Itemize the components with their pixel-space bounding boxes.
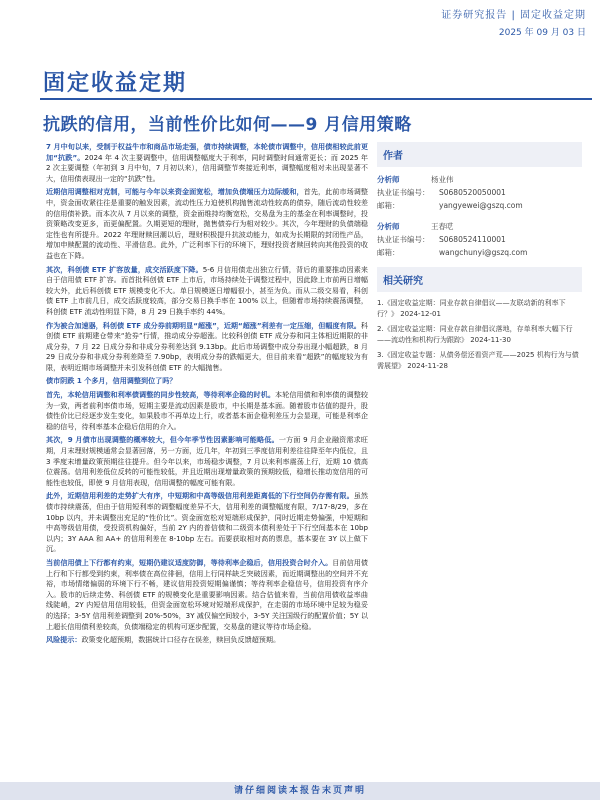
- paragraph-text: 科创债 ETF 前期建仓带来“抢券”行情，推动成分券超涨。比较科创债 ETF 成分券和同主体相近期限的非成分券，7 月 22 日成分券和非成分券利差达到 9.13bp。此后市场调整中成分券出现小幅超跌，8 月 29 日成分券和非成分券利差降至 7.90bp，表明成分券的跌幅更大，但目前来看“超跌”的幅度较为有限，表明近期市场调整并未引发科创债 ETF 的大幅抛售。: [46, 320, 368, 372]
- paragraph-lead: 其次，科创债 ETF 扩容放量，成交活跃度下降。: [46, 264, 203, 274]
- author-name: 杨业伟: [431, 175, 454, 184]
- author-name: 王春呓: [431, 222, 454, 231]
- author-email[interactable]: wangchunyi@gszq.com: [439, 248, 528, 257]
- author-email[interactable]: yangyewei@gszq.com: [439, 201, 523, 210]
- paragraph-lead: 债市阴跌 1 个多月，信用调整到位了吗？: [46, 376, 177, 386]
- paragraph-lead: 7 月中旬以来，受制于权益牛市和商品市场走强，债市持续调整，本轮债市调整中，信用债相较此前更加“抗跌”。: [46, 142, 368, 162]
- paragraph: [46, 142, 368, 184]
- paragraph-text: 一方面 9 月企业融资需求旺期，月末理财规模通常会显著回落，另一方面，近几年，年初到三季度信用利差往往降至年内低位，且 3 季度末增量政策预期往往提升。但今年以来，市场稳步调整，7 月以来利率震荡上行，近期 10 债高位震荡。信用利差低位反转的可能性较低，并且近期出现增量政策的预期较低，稳增长推动宽信用的可能性也较低，即使 9 月信用表现，信用调整的幅度可能有限。: [46, 435, 368, 487]
- paragraph: [46, 390, 368, 432]
- paragraph: [46, 265, 368, 318]
- author-email-row: [377, 199, 582, 212]
- title-divider: [40, 98, 592, 100]
- paragraph-lead: 此外，近期信用利差的走势扩大有序，中短期和中高等级信用利差距离低的下行空间仍存需有限。: [46, 491, 354, 501]
- author-cert: S0680524110001: [439, 235, 506, 244]
- cert-label: 执业证书编号：: [377, 235, 430, 244]
- author-email-row: [377, 246, 582, 259]
- report-date: 2025 年 09 月 03 日: [498, 28, 586, 38]
- paragraph-lead: 近期信用调整相对克制，可能与今年以来资金面宽松，增加负债端压力边际缓和，: [46, 187, 304, 197]
- page-title: 固定收益定期: [43, 71, 188, 96]
- report-subtitle: 抗跌的信用，当前性价比如何——9 月信用策略: [43, 115, 412, 135]
- related-report-link[interactable]: 2.《固定收益定期：同业存款自律倡议落地，存单利率大幅下行——流动性和机构行为跟踪》 2024-11-30: [377, 325, 573, 344]
- cert-label: 执业证书编号：: [377, 188, 430, 197]
- report-header: [441, 6, 586, 38]
- email-label: 邮箱：: [377, 248, 400, 257]
- paragraph: [46, 376, 368, 387]
- paragraph-lead: 其次，9 月债市出现调整的概率较大，但今年季节性因素影响可能略低。: [46, 435, 279, 445]
- author-cert: S0680520050001: [439, 188, 506, 197]
- report-type: 证券研究报告 | 固定收益定期: [441, 10, 586, 21]
- paragraph-lead: 首先，本轮信用调整和利率债调整的同步性较高，等待利率企稳的时机。: [46, 390, 276, 400]
- paragraph-text: 虽然债市持续震荡，但由于信用短利率的调整幅度差异不大，信用利差的调整幅度有限，7/17-8/29，多在 10bp 以内，并未调整出充足的“性价比”。资金面宽松对短端形成保护，同时近期走势偏强，中短期和中高等级信用债，受投资机构偏好，当前 2Y 内的普信债和二级资本债利差处于下行空间基本在 10bp 以内；3Y AAA 和 AA+ 的信用利差在 8-10bp 左右。而要获取相对高的票息，基本要在 3Y 以上做下沉。: [46, 491, 369, 554]
- paragraph-text: 目前信用债上行和下行都受到约束，利率债在高位徘徊，信用上行同样缺乏突破因素，而近期调整出的空间并不充裕，市场情绪偏弱的环境下行不畅，建议信用投资短期偏谨慎；等待利率企稳信号，信用投资有序介入。股市的后续走势、科创债 ETF 的规模变化是重要影响因素。结合估值来看，当前信用债收益率曲线陡峭，2Y 内短信用信用较低，但资金面宽松环境对短端形成保护，在走弱的市场环境中足较为稳妥的选择；3-5Y 信用利差调整到 20%-50%，3Y 减仅偏空间较小，3-5Y 关注国级行的配置价值；5Y 以上超长信用债利差较高，负债端稳定的机构可逐步配置，交易盘的建议等待市场企稳。: [46, 557, 369, 631]
- disclaimer-footer: 请仔细阅读本报告末页声明: [0, 782, 600, 800]
- paragraph-text: 政策变化超预期，数据统计口径存在误差，赎回负反馈超预期。: [81, 635, 281, 645]
- paragraph: [46, 558, 368, 632]
- paragraph-lead: 风险提示：: [46, 635, 82, 645]
- paragraph-lead: 作为被合加速器，科创债 ETF 成分券前期明显“超涨”，近期“超涨”利差有一定压缩，但幅度有限。: [46, 320, 361, 330]
- paragraph-lead: 当前信用债上下行都有约束，短期仍建议适度防御，等待利率企稳后，信用投资合时介入。: [46, 557, 333, 567]
- author-role: 分析师: [377, 175, 400, 184]
- related-report-link[interactable]: 3.《固定收益专题：从债务偿还看资产荒——2025 机构行为与债需展望》 2024-11-28: [377, 351, 579, 370]
- authors-heading: 作者: [377, 142, 582, 167]
- author-cert-row: [377, 186, 582, 199]
- paragraph-text: 5-6 月信用债走出独立行情，背后的重要推动因素来自于信用债 ETF 扩容。而首批科创债 ETF 上市后，市场持续处于调整过程中，因此除上市前两日增幅较大外，此后科创债 ETF 规模变化不大。单日规模逐日增幅很小，甚至为负。而从二级交易看，科创债 ETF 上市前几日，成交活跃度较高，部分交易日换手率在 100% 以上，但随着市场持续震荡调整，科创债 ETF 流动性明显下降，8 月 29 日换手率约 44%。: [46, 264, 368, 316]
- author-role: 分析师: [377, 222, 400, 231]
- sidebar: [377, 142, 582, 376]
- paragraph: [46, 435, 368, 488]
- author-row: [377, 220, 582, 233]
- risk-paragraph: [46, 635, 368, 646]
- related-report-link[interactable]: 1.《固定收益定期：同业存款自律倡议——友联动新的利率下行？》 2024-12-01: [377, 299, 566, 318]
- paragraph: [46, 321, 368, 374]
- author-cert-row: [377, 233, 582, 246]
- paragraph: [46, 491, 368, 555]
- paragraph-text: 2024 年 4 次主要调整中，信用调整幅度大于利率，同时调整时间通常更长；而 2025 年 2 次主要调整（年初到 3 月中旬，7 月初以来），信用调整节奏接近利率，调整幅度相对未出现显著不大，信用债表现出一定的“抗跌”性。: [46, 152, 368, 183]
- paragraph-text: 首先，此前市场调整中，资金面收紧往往是重要的触发因素，流动性压力迫使机构抛售流动性较高的债券，随后流动性较差的信用债补跌。而本次从 7 月以来的调整，资金面维持均衡宽松，交易盘为主的基金在利率调整时，投资策略改变更多，而更偏配置。久期更短的理财，拋售债券行为相对较少。其次，今年理财的负债端稳定性也有所提升。2022 年理财赎回潮以后，理财积极提升抗波动能力，如成为长期限的封闭性产品，增加申赎配置的流动性、平滑信息。此外，广泛利率下行的环境下，理财投资者赎回转向其他投资的收益也在下降。: [46, 187, 369, 260]
- main-body: [46, 142, 368, 649]
- paragraph-text: 本轮信用债和利率债的调整较为一致，两者前利率债市场，短期主要是流动因素是股市，中长期是基本面。随着股市估值的提升，股债性价比已经逐步发生变化，如果股市不再单边上行，或者基本面企稳利差压力会显现，可能是利率企稳的信号，待利率基本企稳后信用的介入。: [46, 390, 369, 431]
- author-row: [377, 173, 582, 186]
- paragraph: [46, 187, 368, 261]
- related-heading: 相关研究: [377, 267, 582, 292]
- email-label: 邮箱：: [377, 201, 400, 210]
